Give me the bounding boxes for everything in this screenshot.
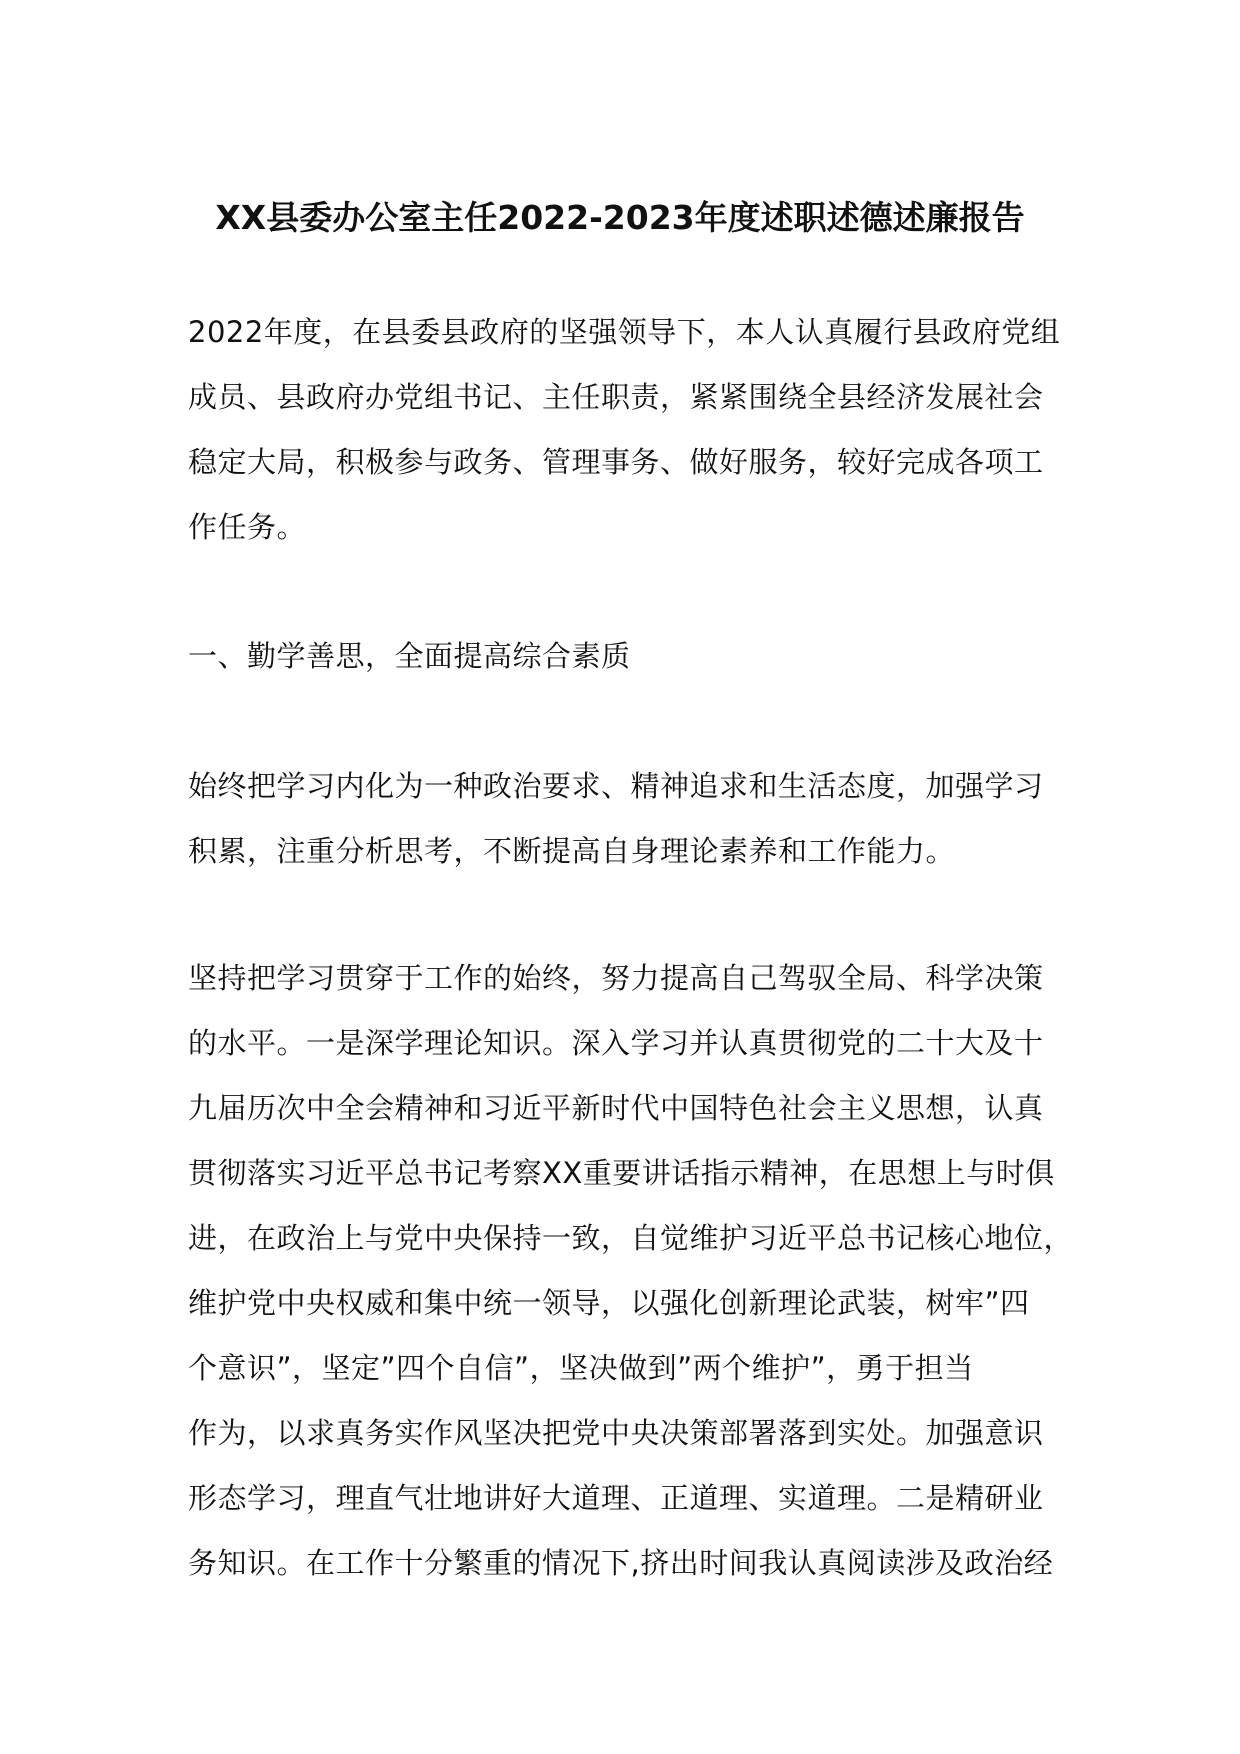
text-line: 九届历次中全会精神和习近平新时代中国特色社会主义思想，认真 — [188, 1091, 1044, 1125]
section-heading — [188, 624, 1068, 689]
text-line: 始终把学习内化为一种政治要求、精神追求和生活态度，加强学习 — [188, 769, 1044, 803]
text-line: 成员、县政府办党组书记、主任职责，紧紧围绕全县经济发展社会 — [188, 380, 1044, 414]
text-line: 积累，注重分析思考，不断提高自身理论素养和工作能力。 — [188, 834, 956, 868]
document-title: XX县委办公室主任2022-2023年度述职述德述廉报告 — [215, 198, 1025, 238]
text-line: 个意识”，坚定”四个自信”，坚决做到”两个维护”，勇于担当 — [188, 1351, 974, 1385]
text-line: 维护党中央权威和集中统一领导，以强化创新理论武装，树牢”四 — [188, 1286, 1030, 1320]
text-line: 作为，以求真务实作风坚决把党中央决策部署落到实处。加强意识 — [188, 1416, 1044, 1450]
text-line: 务知识。在工作十分繁重的情况下,挤出时间我认真阅读涉及政治经 — [188, 1546, 1054, 1580]
text-line: 2022年度，在县委县政府的坚强领导下，本人认真履行县政府党组 — [188, 315, 1061, 349]
section-heading-text: 一、勤学善思，全面提高综合素质 — [188, 639, 631, 673]
text-line: 的水平。一是深学理论知识。深入学习并认真贯彻党的二十大及十 — [188, 1026, 1044, 1060]
text-line: 作任务。 — [188, 510, 307, 544]
paragraph-study-detail — [188, 946, 1074, 1596]
text-line: 稳定大局，积极参与政务、管理事务、做好服务，较好完成各项工 — [188, 445, 1044, 479]
text-line: 进，在政治上与党中央保持一致，自觉维护习近平总书记核心地位， — [188, 1221, 1074, 1255]
text-line: 形态学习，理直气壮地讲好大道理、正道理、实道理。二是精研业 — [188, 1481, 1044, 1515]
text-line: 贯彻落实习近平总书记考察XX重要讲话指示精神，在思想上与时俱 — [188, 1156, 1055, 1190]
paragraph-study-overview — [188, 754, 1068, 884]
paragraph-intro — [188, 300, 1068, 560]
text-line: 坚持把学习贯穿于工作的始终，努力提高自己驾驭全局、科学决策 — [188, 961, 1044, 995]
